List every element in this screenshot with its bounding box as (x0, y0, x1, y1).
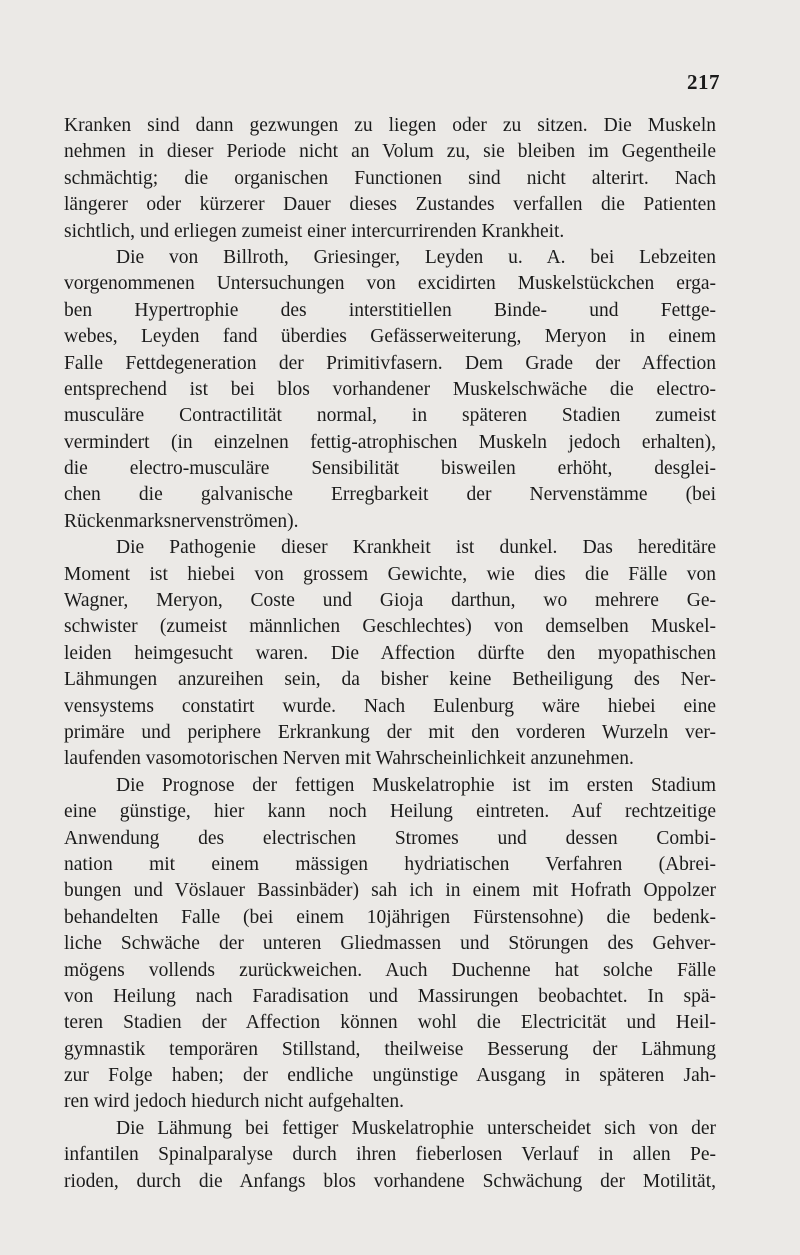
text-line: schmächtig; die organischen Functionen sind nicht alterirt. Nach (64, 167, 716, 189)
text-line: primäre und periphere Erkrankung der mit den vorderen Wurzeln ver- (64, 721, 716, 743)
text-line: zur Folge haben; der endliche ungünstige Ausgang in späteren Jah- (64, 1065, 716, 1087)
text-line: ren wird jedoch hiedurch nicht aufgehalten. (64, 1091, 405, 1113)
text-line: nehmen in dieser Periode nicht an Volum zu, sie bleiben im Gegentheile (64, 141, 716, 163)
text-line: längerer oder kürzerer Dauer dieses Zustandes verfallen die Patienten (64, 194, 716, 216)
paragraph (64, 535, 716, 773)
text-line: Falle Fettdegeneration der Primitivfasern. Dem Grade der Affection (64, 352, 716, 374)
page-number: 217 (687, 70, 720, 94)
text-line: Kranken sind dann gezwungen zu liegen oder zu sitzen. Die Muskeln (64, 115, 716, 136)
body-text (64, 113, 716, 1195)
text-line: Die von Billroth, Griesinger, Leyden u. A. bei Lebzeiten (116, 246, 716, 268)
text-line: entsprechend ist bei blos vorhandener Muskelschwäche die electro- (64, 378, 716, 400)
paragraph (64, 245, 716, 535)
paragraph (64, 773, 716, 1116)
text-line: vermindert (in einzelnen fettig-atrophischen Muskeln jedoch erhalten), (64, 431, 716, 453)
text-line: behandelten Falle (bei einem 10jährigen Fürstensohne) die bedenk- (64, 906, 716, 928)
text-line: eine günstige, hier kann noch Heilung eintreten. Auf rechtzeitige (64, 801, 716, 823)
text-line: musculäre Contractilität normal, in späteren Stadien zumeist (64, 405, 716, 427)
text-line: rioden, durch die Anfangs blos vorhandene Schwächung der Motilität, (64, 1170, 716, 1192)
paragraph (64, 113, 716, 245)
text-line: Die Prognose der fettigen Muskelatrophie ist im ersten Stadium (116, 774, 716, 796)
text-line: Anwendung des electrischen Stromes und dessen Combi- (64, 827, 716, 849)
text-line: chen die galvanische Erregbarkeit der Nervenstämme (bei (64, 484, 716, 506)
text-line: bungen und Vöslauer Bassinbäder) sah ich in einem mit Hofrath Oppolzer (64, 880, 716, 902)
text-line: teren Stadien der Affection können wohl die Electricität und Heil- (64, 1012, 716, 1034)
text-line: vorgenommenen Untersuchungen von excidirten Muskelstückchen erga- (64, 273, 716, 295)
text-line: ben Hypertrophie des interstitiellen Binde- und Fettge- (64, 299, 716, 321)
text-line: Wagner, Meryon, Coste und Gioja darthun, wo mehrere Ge- (64, 590, 716, 612)
text-line: mögens vollends zurückweichen. Auch Duchenne hat solche Fälle (64, 959, 716, 981)
text-line: nation mit einem mässigen hydriatischen Verfahren (Abrei- (64, 853, 716, 875)
text-line: leiden heimgesucht waren. Die Affection dürfte den myopathischen (64, 642, 716, 664)
text-line: Die Pathogenie dieser Krankheit ist dunkel. Das hereditäre (116, 537, 716, 559)
text-line: infantilen Spinalparalyse durch ihren fieberlosen Verlauf in allen Pe- (64, 1144, 716, 1166)
text-line: vensystems constatirt wurde. Nach Eulenburg wäre hiebei eine (64, 695, 716, 717)
text-line: webes, Leyden fand überdies Gefässerweiterung, Meryon in einem (64, 326, 716, 348)
text-line: Die Lähmung bei fettiger Muskelatrophie unterscheidet sich von der (116, 1117, 716, 1139)
text-line: von Heilung nach Faradisation und Massirungen beobachtet. In spä- (64, 985, 716, 1007)
text-line: sichtlich, und erliegen zumeist einer intercurrirenden Krankheit. (64, 220, 565, 242)
text-line: Moment ist hiebei von grossem Gewichte, wie dies die Fälle von (64, 563, 716, 585)
text-line: laufenden vasomotorischen Nerven mit Wahrscheinlichkeit anzunehmen. (64, 748, 634, 770)
text-line: die electro-musculäre Sensibilität bisweilen erhöht, desglei- (64, 458, 716, 480)
paragraph (64, 1116, 716, 1195)
text-line: Lähmungen anzureihen sein, da bisher keine Betheiligung des Ner- (64, 669, 716, 691)
text-line: schwister (zumeist männlichen Geschlechtes) von demselben Muskel- (64, 616, 716, 638)
text-line: liche Schwäche der unteren Gliedmassen und Störungen des Gehver- (64, 933, 716, 955)
text-line: Rückenmarksnervenströmen). (64, 510, 299, 532)
text-line: gymnastik temporären Stillstand, theilweise Besserung der Lähmung (64, 1038, 716, 1060)
